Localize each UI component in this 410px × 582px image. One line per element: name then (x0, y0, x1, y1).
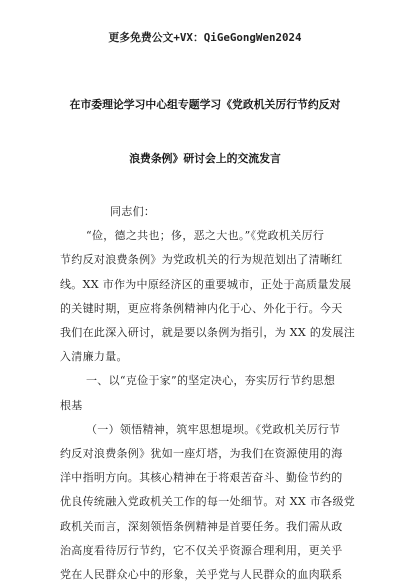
watermark-header: 更多免费公文+VX：QiGeGongWen2024 (108, 31, 302, 44)
paragraph-line: 我们在此深入研讨，就是要以条例为指引，为 XX 的发展注 (60, 326, 356, 339)
paragraph-line: 节约反对浪费条例》为党政机关的行为规范划出了清晰红 (60, 253, 343, 266)
paragraph-line: 党在人民群众心中的形象，关乎党与人民群众的血肉联系 (60, 568, 343, 581)
paragraph-line: 的关键时期，更应将条例精神内化于心、外化于行。今天 (60, 302, 343, 315)
paragraph-line: “俭，德之共也；侈，恶之大也。”《党政机关厉行 (86, 229, 325, 242)
paragraph-line: 优良传统融入党政机关工作的每一处细节。对 XX 市各级党 (60, 495, 356, 508)
paragraph-line: 治高度看待厉行节约，它不仅关乎资源合理利用，更关乎 (60, 544, 343, 557)
section-heading-cont: 根基 (60, 399, 83, 412)
salutation: 同志们： (110, 205, 156, 218)
document-title-line-2: 浪费条例》研讨会上的交流发言 (129, 152, 281, 165)
document-title-line-1: 在市委理论学习中心组专题学习《党政机关厉行节约反对 (69, 98, 341, 111)
paragraph-line: 政机关而言，深刻领悟条例精神是首要任务。我们需从政 (60, 520, 343, 533)
paragraph-line: （一）领悟精神，筑牢思想堤坝。《党政机关厉行节 (86, 423, 341, 436)
paragraph-line: 线。XX 市作为中原经济区的重要城市，正处于高质量发展 (60, 278, 352, 291)
paragraph-line: 入清廉力量。 (60, 350, 128, 363)
paragraph-line: 约反对浪费条例》犹如一座灯塔，为我们在资源使用的海 (60, 447, 343, 460)
paragraph-line: 洋中指明方向。其核心精神在于将艰苦奋斗、勤俭节约的 (60, 471, 343, 484)
section-heading: 一、以“克俭于家”的坚定决心，夯实厉行节约思想 (86, 374, 336, 387)
